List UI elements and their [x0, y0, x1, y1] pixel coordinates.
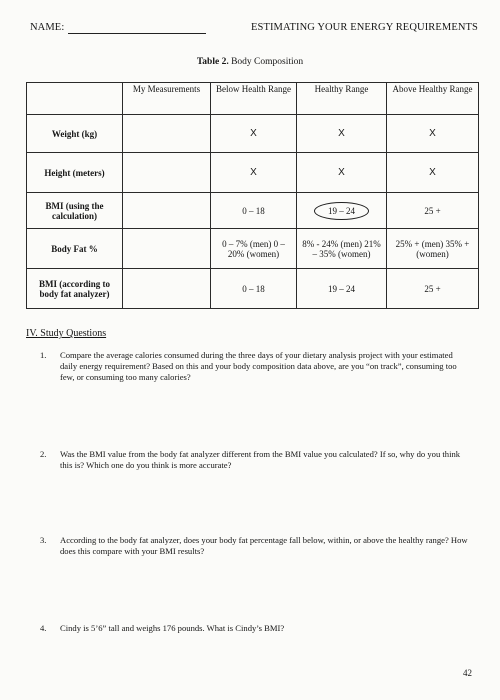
- table-row: [27, 193, 479, 229]
- header-cell-my-measurements: My Measurements: [123, 83, 211, 115]
- page-number: 42: [463, 668, 472, 678]
- row-label: BMI (using the calculation): [27, 193, 123, 229]
- table-caption-number: Table 2.: [196, 57, 229, 67]
- page-header: [30, 22, 478, 40]
- row-label: Height (meters): [27, 153, 123, 193]
- question-number: 1.: [40, 350, 47, 360]
- above-range-cell: X: [387, 115, 479, 153]
- table-header-row: [27, 83, 479, 115]
- question-text: According to the body fat analyzer, does your body fat percentage fall below, within, or above the healthy range? How does this compare with your BMI results?: [60, 535, 468, 557]
- healthy-range-cell: 8% - 24% (men) 21% – 35% (women): [297, 229, 387, 269]
- above-range-cell: 25 +: [387, 193, 479, 229]
- healthy-range-cell: [297, 193, 387, 229]
- question-text: Cindy is 5’6” tall and weighs 176 pounds. What is Cindy’s BMI?: [60, 623, 285, 633]
- question-number: 3.: [40, 535, 47, 545]
- table-row: [27, 153, 479, 193]
- study-question: [40, 623, 470, 634]
- table-row: [27, 269, 479, 309]
- header-cell-healthy-range: Healthy Range: [297, 83, 387, 115]
- header-cell-blank: [27, 83, 123, 115]
- my-measurement-cell[interactable]: [123, 193, 211, 229]
- row-label: Body Fat %: [27, 229, 123, 269]
- document-title: ESTIMATING YOUR ENERGY REQUIREMENTS: [250, 22, 478, 33]
- my-measurement-cell[interactable]: [123, 115, 211, 153]
- study-question: [40, 449, 470, 471]
- header-cell-above-range: Above Healthy Range: [387, 83, 479, 115]
- below-range-cell: X: [211, 153, 297, 193]
- study-question: [40, 350, 470, 384]
- table-row: [27, 115, 479, 153]
- healthy-range-cell: X: [297, 153, 387, 193]
- below-range-cell: 0 – 7% (men) 0 – 20% (women): [211, 229, 297, 269]
- below-range-cell: 0 – 18: [211, 269, 297, 309]
- my-measurement-cell[interactable]: [123, 229, 211, 269]
- study-questions-heading: IV. Study Questions: [26, 328, 107, 339]
- body-composition-table: [26, 82, 479, 309]
- name-label: NAME:: [30, 22, 65, 33]
- my-measurement-cell[interactable]: [123, 153, 211, 193]
- circled-healthy-bmi: 19 – 24: [314, 202, 369, 220]
- below-range-cell: 0 – 18: [211, 193, 297, 229]
- question-text: Compare the average calories consumed during the three days of your dietary analysis project with your estimated daily energy requirement? Based on this and your body composition data above, are you “on track”, consuming too few, or consuming too many calories?: [60, 350, 457, 383]
- healthy-range-cell: X: [297, 115, 387, 153]
- study-question: [40, 535, 470, 557]
- healthy-range-cell: 19 – 24: [297, 269, 387, 309]
- name-blank-line: [68, 33, 206, 34]
- row-label: Weight (kg): [27, 115, 123, 153]
- table-row: [27, 229, 479, 269]
- row-label: BMI (according to body fat analyzer): [27, 269, 123, 309]
- above-range-cell: X: [387, 153, 479, 193]
- question-number: 2.: [40, 449, 47, 459]
- question-text: Was the BMI value from the body fat analyzer different from the BMI value you calculated? If so, why do you think this is? Which one do you think is more accurate?: [60, 449, 461, 471]
- above-range-cell: 25% + (men) 35% + (women): [387, 229, 479, 269]
- table-caption: [0, 57, 500, 67]
- table-caption-text: Body Composition: [231, 57, 304, 67]
- above-range-cell: 25 +: [387, 269, 479, 309]
- my-measurement-cell[interactable]: [123, 269, 211, 309]
- question-number: 4.: [40, 623, 47, 633]
- header-cell-below-range: Below Health Range: [211, 83, 297, 115]
- below-range-cell: X: [211, 115, 297, 153]
